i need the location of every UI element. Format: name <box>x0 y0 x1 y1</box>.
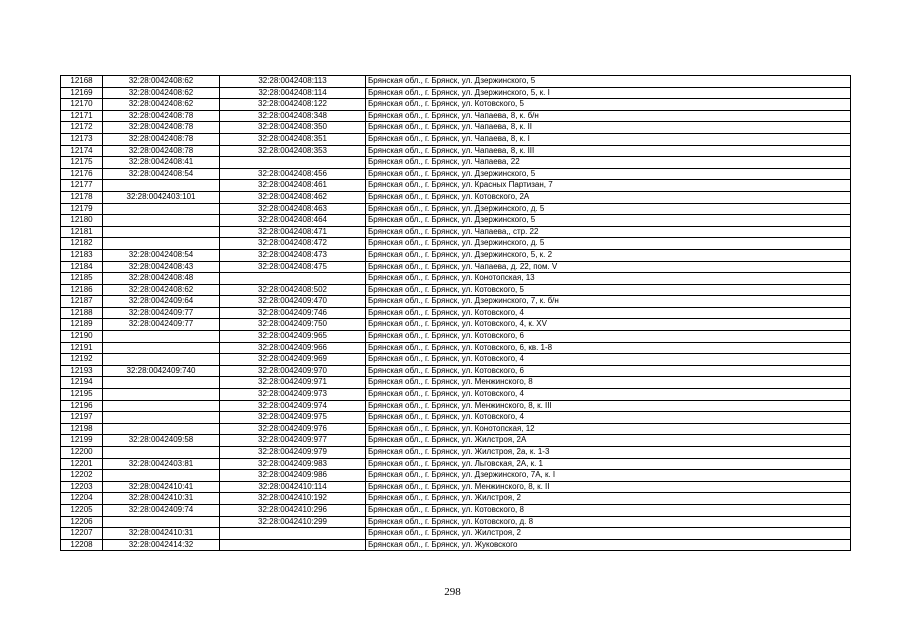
row-number-cell: 12206 <box>61 516 103 528</box>
address-cell: Брянская обл., г. Брянск, ул. Дзержинского, 7, к. б/н <box>366 296 851 308</box>
address-cell: Брянская обл., г. Брянск, ул. Дзержинского, 5, к. 2 <box>366 249 851 261</box>
address-cell: Брянская обл., г. Брянск, ул. Дзержинского, 7А, к. I <box>366 470 851 482</box>
address-cell: Брянская обл., г. Брянск, ул. Котовского, 4 <box>366 307 851 319</box>
row-number-cell: 12199 <box>61 435 103 447</box>
table-row <box>61 273 851 285</box>
table-row <box>61 319 851 331</box>
row-number-cell: 12179 <box>61 203 103 215</box>
object-cadastral-number-cell: 32:28:0042408:464 <box>220 215 366 227</box>
table-row <box>61 389 851 401</box>
object-cadastral-number-cell: 32:28:0042409:986 <box>220 470 366 482</box>
table-row <box>61 99 851 111</box>
object-cadastral-number-cell: 32:28:0042409:974 <box>220 400 366 412</box>
row-number-cell: 12185 <box>61 273 103 285</box>
address-cell: Брянская обл., г. Брянск, ул. Чапаева, 8, к. б/н <box>366 110 851 122</box>
parent-cadastral-number-cell: 32:28:0042409:64 <box>103 296 220 308</box>
table-row <box>61 87 851 99</box>
row-number-cell: 12186 <box>61 284 103 296</box>
address-cell: Брянская обл., г. Брянск, ул. Котовского, д. 8 <box>366 516 851 528</box>
address-cell: Брянская обл., г. Брянск, ул. Жилстроя, 2 <box>366 528 851 540</box>
parent-cadastral-number-cell <box>103 516 220 528</box>
table-row <box>61 191 851 203</box>
address-cell: Брянская обл., г. Брянск, ул. Дзержинского, д. 5 <box>366 238 851 250</box>
parent-cadastral-number-cell <box>103 470 220 482</box>
table-row <box>61 481 851 493</box>
parent-cadastral-number-cell <box>103 226 220 238</box>
parent-cadastral-number-cell: 32:28:0042408:48 <box>103 273 220 285</box>
row-number-cell: 12191 <box>61 342 103 354</box>
object-cadastral-number-cell: 32:28:0042408:122 <box>220 99 366 111</box>
parent-cadastral-number-cell: 32:28:0042408:78 <box>103 133 220 145</box>
parent-cadastral-number-cell <box>103 180 220 192</box>
row-number-cell: 12177 <box>61 180 103 192</box>
address-cell: Брянская обл., г. Брянск, ул. Чапаева, 8, к. III <box>366 145 851 157</box>
address-cell: Брянская обл., г. Брянск, ул. Льговская, 2А, к. 1 <box>366 458 851 470</box>
row-number-cell: 12172 <box>61 122 103 134</box>
table-row <box>61 365 851 377</box>
object-cadastral-number-cell: 32:28:0042408:113 <box>220 76 366 88</box>
parent-cadastral-number-cell: 32:28:0042403:101 <box>103 191 220 203</box>
row-number-cell: 12181 <box>61 226 103 238</box>
table-row <box>61 470 851 482</box>
parent-cadastral-number-cell: 32:28:0042409:77 <box>103 319 220 331</box>
object-cadastral-number-cell: 32:28:0042409:969 <box>220 354 366 366</box>
object-cadastral-number-cell: 32:28:0042408:461 <box>220 180 366 192</box>
address-cell: Брянская обл., г. Брянск, ул. Чапаева, 8, к. II <box>366 122 851 134</box>
object-cadastral-number-cell <box>220 539 366 551</box>
parent-cadastral-number-cell: 32:28:0042408:78 <box>103 122 220 134</box>
address-cell: Брянская обл., г. Брянск, ул. Котовского, 4, к. XV <box>366 319 851 331</box>
object-cadastral-number-cell: 32:28:0042409:965 <box>220 331 366 343</box>
address-cell: Брянская обл., г. Брянск, ул. Красных Партизан, 7 <box>366 180 851 192</box>
table-row <box>61 215 851 227</box>
row-number-cell: 12208 <box>61 539 103 551</box>
object-cadastral-number-cell: 32:28:0042409:970 <box>220 365 366 377</box>
parent-cadastral-number-cell: 32:28:0042408:62 <box>103 76 220 88</box>
address-cell: Брянская обл., г. Брянск, ул. Дзержинского, д. 5 <box>366 203 851 215</box>
table-row <box>61 447 851 459</box>
table-row <box>61 203 851 215</box>
parent-cadastral-number-cell <box>103 215 220 227</box>
parent-cadastral-number-cell: 32:28:0042409:74 <box>103 504 220 516</box>
parent-cadastral-number-cell: 32:28:0042408:62 <box>103 284 220 296</box>
table-row <box>61 516 851 528</box>
parent-cadastral-number-cell <box>103 377 220 389</box>
parent-cadastral-number-cell <box>103 238 220 250</box>
address-cell: Брянская обл., г. Брянск, ул. Котовского, 5 <box>366 284 851 296</box>
parent-cadastral-number-cell <box>103 203 220 215</box>
table-row <box>61 458 851 470</box>
address-cell: Брянская обл., г. Брянск, ул. Жилстроя, 2а, к. 1-3 <box>366 447 851 459</box>
table-row <box>61 354 851 366</box>
address-cell: Брянская обл., г. Брянск, ул. Котовского, 2А <box>366 191 851 203</box>
object-cadastral-number-cell: 32:28:0042409:973 <box>220 389 366 401</box>
registry-table <box>60 75 851 551</box>
row-number-cell: 12188 <box>61 307 103 319</box>
parent-cadastral-number-cell: 32:28:0042408:62 <box>103 99 220 111</box>
address-cell: Брянская обл., г. Брянск, ул. Котовского, 4 <box>366 389 851 401</box>
row-number-cell: 12187 <box>61 296 103 308</box>
table-row <box>61 122 851 134</box>
parent-cadastral-number-cell <box>103 342 220 354</box>
address-cell: Брянская обл., г. Брянск, ул. Дзержинского, 5 <box>366 168 851 180</box>
table-row <box>61 168 851 180</box>
object-cadastral-number-cell: 32:28:0042408:475 <box>220 261 366 273</box>
table-row <box>61 133 851 145</box>
address-cell: Брянская обл., г. Брянск, ул. Жилстроя, 2А <box>366 435 851 447</box>
object-cadastral-number-cell: 32:28:0042408:114 <box>220 87 366 99</box>
address-cell: Брянская обл., г. Брянск, ул. Котовского, 4 <box>366 354 851 366</box>
table-row <box>61 249 851 261</box>
object-cadastral-number-cell <box>220 157 366 169</box>
object-cadastral-number-cell <box>220 273 366 285</box>
object-cadastral-number-cell: 32:28:0042410:296 <box>220 504 366 516</box>
object-cadastral-number-cell <box>220 528 366 540</box>
object-cadastral-number-cell: 32:28:0042408:350 <box>220 122 366 134</box>
table-row <box>61 423 851 435</box>
address-cell: Брянская обл., г. Брянск, ул. Котовского, 5 <box>366 99 851 111</box>
row-number-cell: 12200 <box>61 447 103 459</box>
parent-cadastral-number-cell: 32:28:0042409:77 <box>103 307 220 319</box>
table-row <box>61 307 851 319</box>
row-number-cell: 12171 <box>61 110 103 122</box>
address-cell: Брянская обл., г. Брянск, ул. Менжинского, 8 <box>366 377 851 389</box>
table-row <box>61 296 851 308</box>
address-cell: Брянская обл., г. Брянск, ул. Чапаева,, стр. 22 <box>366 226 851 238</box>
row-number-cell: 12192 <box>61 354 103 366</box>
row-number-cell: 12169 <box>61 87 103 99</box>
row-number-cell: 12204 <box>61 493 103 505</box>
object-cadastral-number-cell: 32:28:0042409:983 <box>220 458 366 470</box>
address-cell: Брянская обл., г. Брянск, ул. Котовского, 4 <box>366 412 851 424</box>
row-number-cell: 12203 <box>61 481 103 493</box>
address-cell: Брянская обл., г. Брянск, ул. Котовского, 6, кв. 1-8 <box>366 342 851 354</box>
object-cadastral-number-cell: 32:28:0042408:472 <box>220 238 366 250</box>
parent-cadastral-number-cell: 32:28:0042408:43 <box>103 261 220 273</box>
address-cell: Брянская обл., г. Брянск, ул. Котовского, 6 <box>366 365 851 377</box>
table-row <box>61 377 851 389</box>
table-row <box>61 331 851 343</box>
table-row <box>61 504 851 516</box>
address-cell: Брянская обл., г. Брянск, ул. Чапаева, д. 22, пом. V <box>366 261 851 273</box>
parent-cadastral-number-cell: 32:28:0042409:740 <box>103 365 220 377</box>
row-number-cell: 12168 <box>61 76 103 88</box>
object-cadastral-number-cell: 32:28:0042409:966 <box>220 342 366 354</box>
object-cadastral-number-cell: 32:28:0042408:351 <box>220 133 366 145</box>
table-row <box>61 539 851 551</box>
parent-cadastral-number-cell <box>103 354 220 366</box>
row-number-cell: 12198 <box>61 423 103 435</box>
address-cell: Брянская обл., г. Брянск, ул. Дзержинского, 5 <box>366 215 851 227</box>
table-row <box>61 110 851 122</box>
address-cell: Брянская обл., г. Брянск, ул. Менжинского, 8, к. III <box>366 400 851 412</box>
object-cadastral-number-cell: 32:28:0042409:976 <box>220 423 366 435</box>
object-cadastral-number-cell: 32:28:0042409:979 <box>220 447 366 459</box>
object-cadastral-number-cell: 32:28:0042409:470 <box>220 296 366 308</box>
row-number-cell: 12193 <box>61 365 103 377</box>
parent-cadastral-number-cell <box>103 400 220 412</box>
row-number-cell: 12190 <box>61 331 103 343</box>
row-number-cell: 12207 <box>61 528 103 540</box>
parent-cadastral-number-cell: 32:28:0042408:41 <box>103 157 220 169</box>
address-cell: Брянская обл., г. Брянск, ул. Чапаева, 22 <box>366 157 851 169</box>
table-row <box>61 226 851 238</box>
table-row <box>61 180 851 192</box>
row-number-cell: 12170 <box>61 99 103 111</box>
address-cell: Брянская обл., г. Брянск, ул. Котовского, 8 <box>366 504 851 516</box>
row-number-cell: 12178 <box>61 191 103 203</box>
object-cadastral-number-cell: 32:28:0042408:348 <box>220 110 366 122</box>
parent-cadastral-number-cell <box>103 447 220 459</box>
parent-cadastral-number-cell: 32:28:0042408:62 <box>103 87 220 99</box>
address-cell: Брянская обл., г. Брянск, ул. Жилстроя, 2 <box>366 493 851 505</box>
address-cell: Брянская обл., г. Брянск, ул. Котовского, 6 <box>366 331 851 343</box>
object-cadastral-number-cell: 32:28:0042408:353 <box>220 145 366 157</box>
row-number-cell: 12194 <box>61 377 103 389</box>
parent-cadastral-number-cell: 32:28:0042409:58 <box>103 435 220 447</box>
object-cadastral-number-cell: 32:28:0042408:473 <box>220 249 366 261</box>
parent-cadastral-number-cell: 32:28:0042408:54 <box>103 249 220 261</box>
row-number-cell: 12176 <box>61 168 103 180</box>
parent-cadastral-number-cell: 32:28:0042414:32 <box>103 539 220 551</box>
parent-cadastral-number-cell <box>103 423 220 435</box>
table-row <box>61 400 851 412</box>
object-cadastral-number-cell: 32:28:0042409:975 <box>220 412 366 424</box>
row-number-cell: 12180 <box>61 215 103 227</box>
row-number-cell: 12195 <box>61 389 103 401</box>
row-number-cell: 12183 <box>61 249 103 261</box>
object-cadastral-number-cell: 32:28:0042409:750 <box>220 319 366 331</box>
registry-table-body <box>61 76 851 551</box>
row-number-cell: 12182 <box>61 238 103 250</box>
object-cadastral-number-cell: 32:28:0042409:746 <box>220 307 366 319</box>
row-number-cell: 12196 <box>61 400 103 412</box>
address-cell: Брянская обл., г. Брянск, ул. Конотопская, 12 <box>366 423 851 435</box>
row-number-cell: 12201 <box>61 458 103 470</box>
object-cadastral-number-cell: 32:28:0042409:977 <box>220 435 366 447</box>
table-row <box>61 342 851 354</box>
address-cell: Брянская обл., г. Брянск, ул. Дзержинского, 5 <box>366 76 851 88</box>
parent-cadastral-number-cell: 32:28:0042408:54 <box>103 168 220 180</box>
object-cadastral-number-cell: 32:28:0042408:456 <box>220 168 366 180</box>
row-number-cell: 12205 <box>61 504 103 516</box>
row-number-cell: 12197 <box>61 412 103 424</box>
table-row <box>61 493 851 505</box>
row-number-cell: 12174 <box>61 145 103 157</box>
table-row <box>61 435 851 447</box>
parent-cadastral-number-cell: 32:28:0042403:81 <box>103 458 220 470</box>
table-row <box>61 157 851 169</box>
page-number: 298 <box>444 586 461 598</box>
object-cadastral-number-cell: 32:28:0042410:299 <box>220 516 366 528</box>
row-number-cell: 12189 <box>61 319 103 331</box>
object-cadastral-number-cell: 32:28:0042409:971 <box>220 377 366 389</box>
address-cell: Брянская обл., г. Брянск, ул. Менжинского, 8, к. II <box>366 481 851 493</box>
address-cell: Брянская обл., г. Брянск, ул. Конотопская, 13 <box>366 273 851 285</box>
parent-cadastral-number-cell: 32:28:0042410:31 <box>103 493 220 505</box>
parent-cadastral-number-cell <box>103 412 220 424</box>
object-cadastral-number-cell: 32:28:0042408:502 <box>220 284 366 296</box>
parent-cadastral-number-cell <box>103 331 220 343</box>
parent-cadastral-number-cell: 32:28:0042408:78 <box>103 145 220 157</box>
object-cadastral-number-cell: 32:28:0042410:114 <box>220 481 366 493</box>
parent-cadastral-number-cell: 32:28:0042408:78 <box>103 110 220 122</box>
object-cadastral-number-cell: 32:28:0042408:471 <box>220 226 366 238</box>
row-number-cell: 12175 <box>61 157 103 169</box>
parent-cadastral-number-cell: 32:28:0042410:31 <box>103 528 220 540</box>
address-cell: Брянская обл., г. Брянск, ул. Чапаева, 8, к. I <box>366 133 851 145</box>
address-cell: Брянская обл., г. Брянск, ул. Жуковского <box>366 539 851 551</box>
row-number-cell: 12173 <box>61 133 103 145</box>
object-cadastral-number-cell: 32:28:0042408:463 <box>220 203 366 215</box>
table-row <box>61 284 851 296</box>
object-cadastral-number-cell: 32:28:0042408:462 <box>220 191 366 203</box>
address-cell: Брянская обл., г. Брянск, ул. Дзержинского, 5, к. I <box>366 87 851 99</box>
row-number-cell: 12184 <box>61 261 103 273</box>
parent-cadastral-number-cell <box>103 389 220 401</box>
table-row <box>61 76 851 88</box>
table-row <box>61 528 851 540</box>
row-number-cell: 12202 <box>61 470 103 482</box>
table-row <box>61 261 851 273</box>
parent-cadastral-number-cell: 32:28:0042410:41 <box>103 481 220 493</box>
object-cadastral-number-cell: 32:28:0042410:192 <box>220 493 366 505</box>
table-row <box>61 412 851 424</box>
table-row <box>61 145 851 157</box>
table-row <box>61 238 851 250</box>
